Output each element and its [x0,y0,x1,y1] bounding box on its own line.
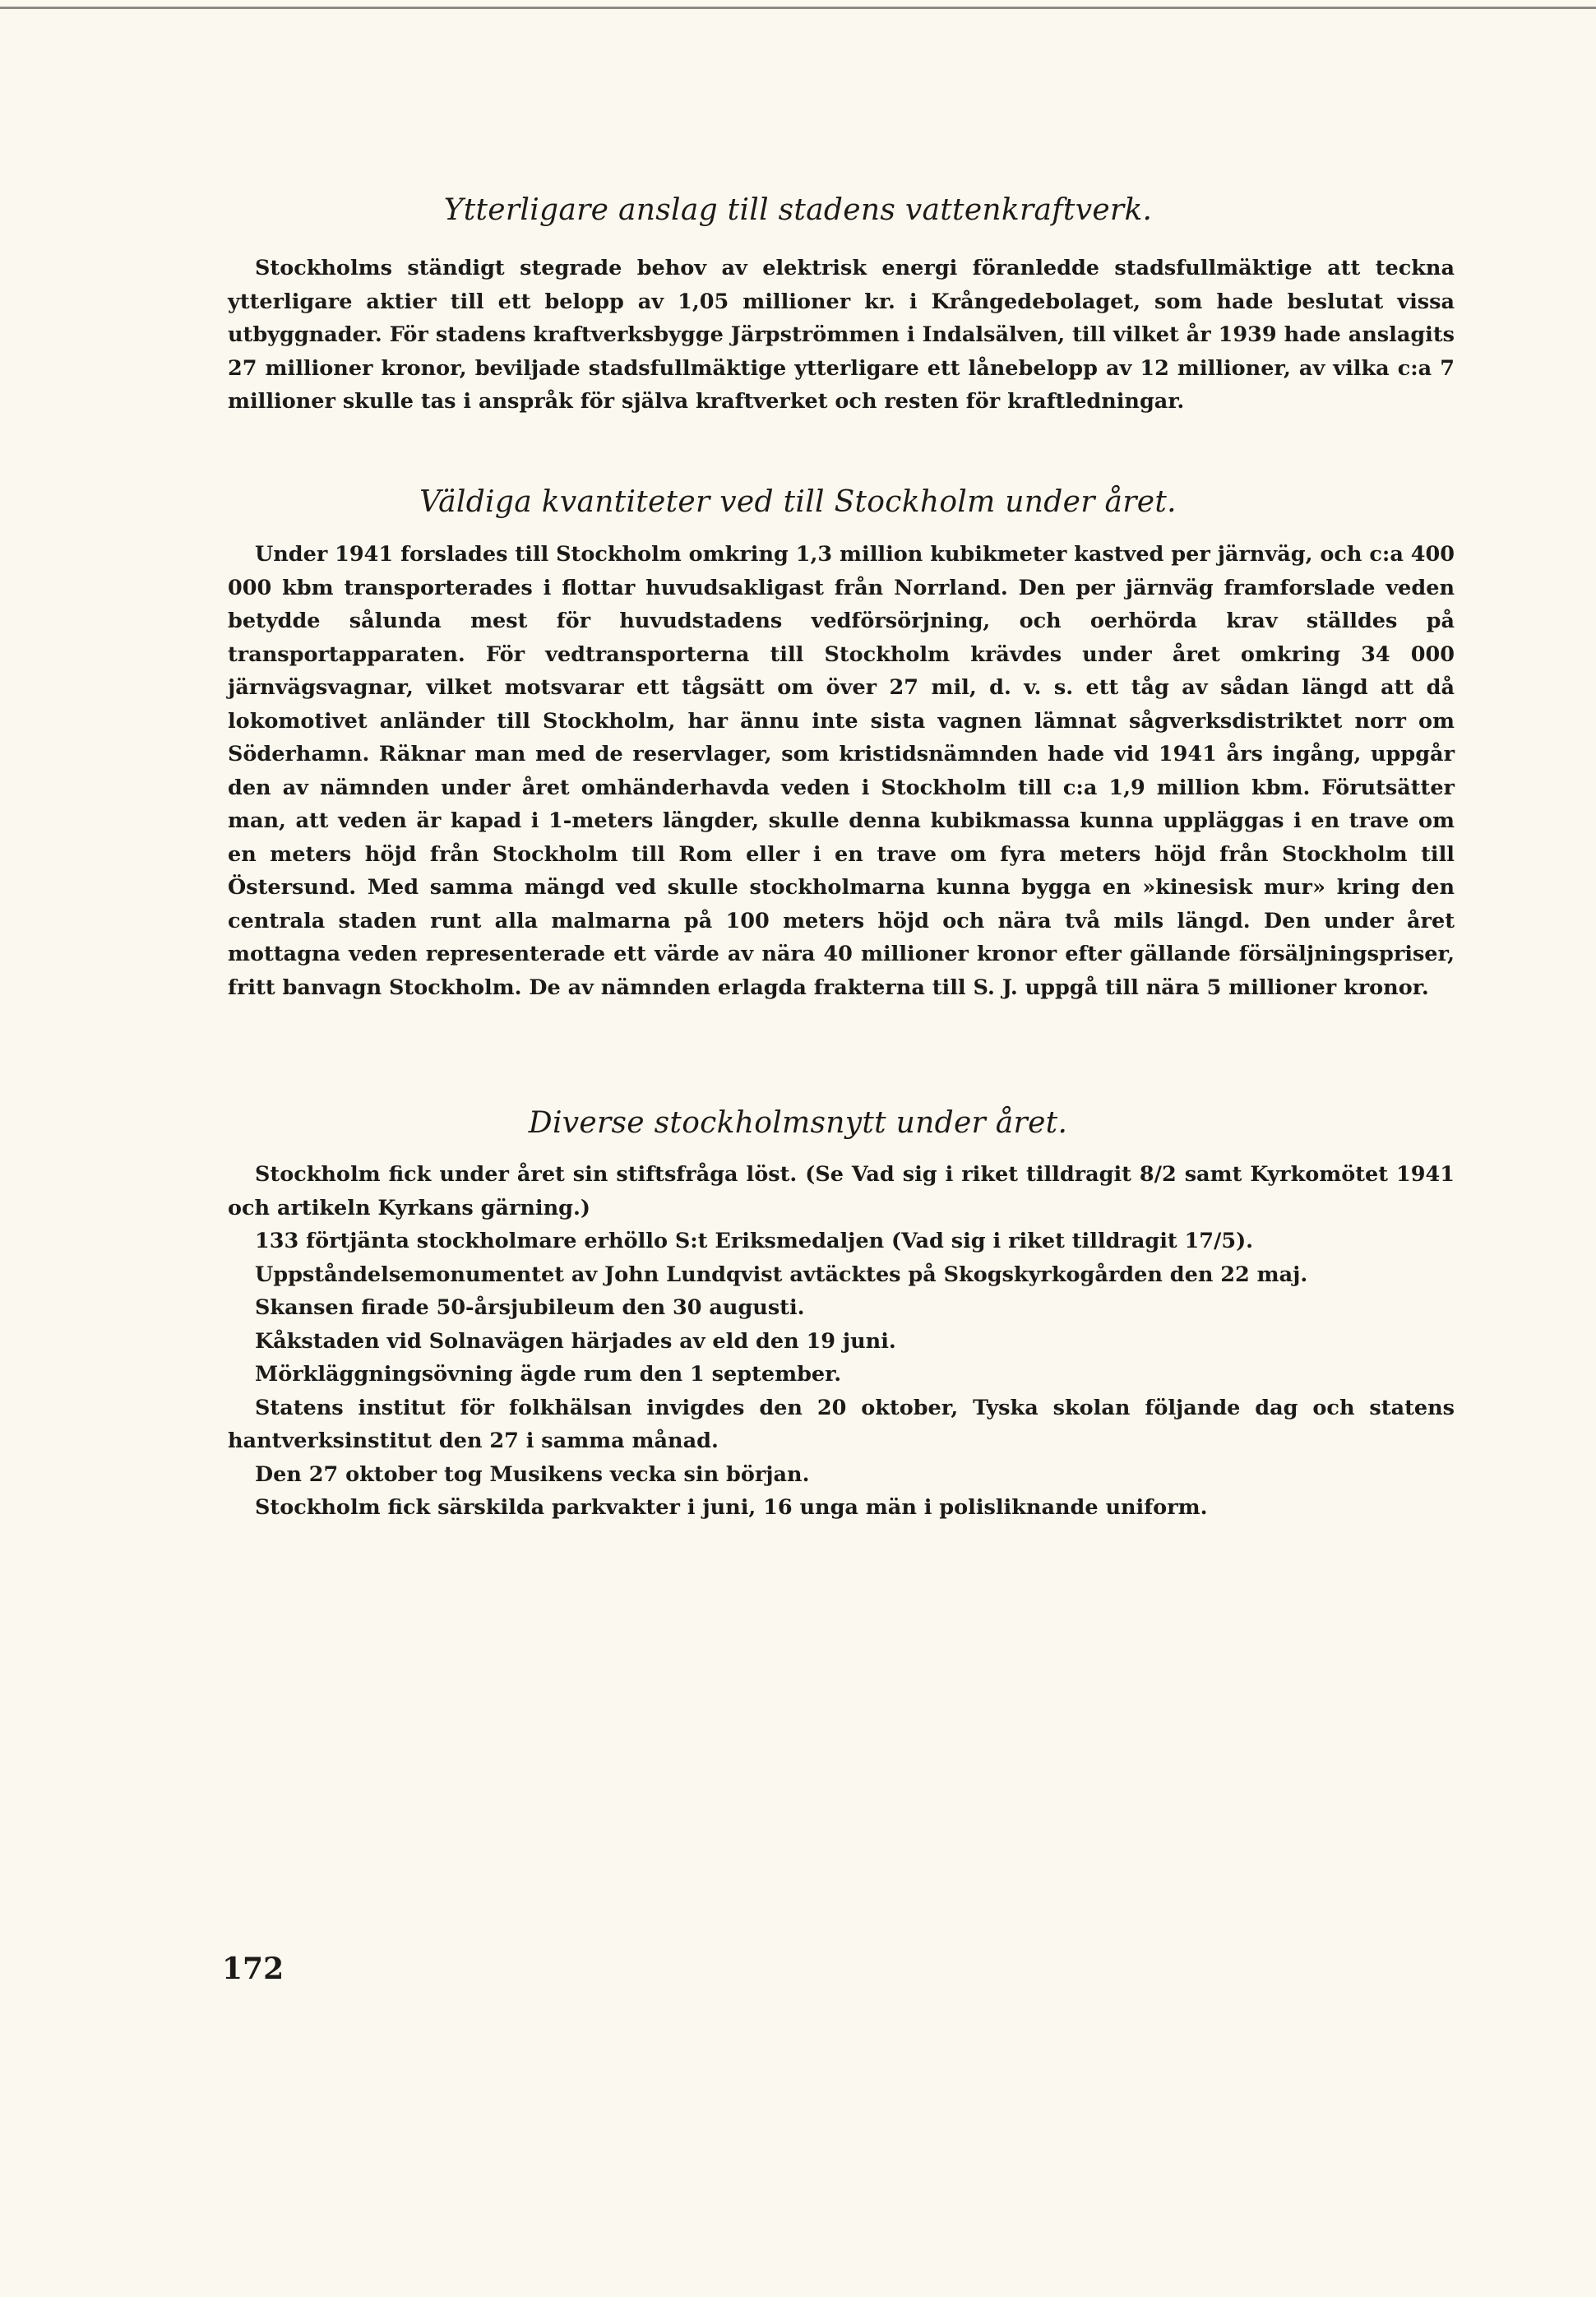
news-item: Stockholm fick särskilda parkvakter i juni, 16 unga män i polisliknande uniform. [255,1495,1208,1520]
section-body-hydropower [228,252,1455,419]
news-item: 133 förtjänta stockholmare erhöllo S:t Eriksmedaljen (Vad sig i riket tilldragit 17/5). [255,1229,1254,1253]
section-heading-firewood: Väldiga kvantiteter ved till Stockholm under året. [419,485,1177,519]
section-body-misc-news [228,1158,1455,1525]
news-item: Kåkstaden vid Solnavägen härjades av eld den 19 juni. [255,1328,896,1354]
news-item: Uppståndelsemonumentet av John Lundqvist avtäcktes på Skogskyrkogården den 22 maj. [255,1262,1308,1287]
news-item: Den 27 oktober tog Musikens vecka sin början. [255,1461,810,1487]
section-heading-hydropower: Ytterligare anslag till stadens vattenkraftverk. [443,193,1153,227]
news-item: Mörkläggningsövning ägde rum den 1 september. [255,1362,842,1387]
news-item: Skansen firade 50-årsjubileum den 30 augusti. [255,1295,805,1320]
paragraph-hydropower: Stockholms ständigt stegrade behov av elektrisk energi föranledde stadsfullmäktige att teckna ytterligare aktier till ett belopp av 1,05 millioner kr. i Krångedebolaget, som hade beslutat vissa utbyggnader. För stadens kraftverksbygge Järpströmmen i Indalsälven, till vilket år 1939 hade anslagits 27 millioner kronor, beviljade stadsfullmäktige ytterligare ett lånebelopp av 12 millioner, av vilka c:a 7 millioner skulle tas i anspråk för själva kraftverket och resten för kraftledningar. [228,256,1455,414]
section-heading-misc-news: Diverse stockholmsnytt under året. [528,1106,1068,1140]
news-item: Statens institut för folkhälsan invigdes den 20 oktober, Tyska skolan följande dag och statens hantverksinstitut den 27 i samma månad. [228,1395,1455,1453]
page-number: 172 [222,1952,285,1986]
paragraph-firewood: Under 1941 forslades till Stockholm omkring 1,3 million kubikmeter kastved per järnväg, och c:a 400 000 kbm transporterades i flottar huvudsakligast från Norrland. Den per järnväg framforslade veden betydde sålunda mest för huvudstadens vedförsörjning, och oerhörda krav ställdes på transportapparaten. För vedtransporterna till Stockholm krävdes under året omkring 34 000 järnvägsvagnar, vilket motsvarar ett tågsätt om över 27 mil, d. v. s. ett tåg av sådan längd att då lokomotivet anländer till Stockholm, har ännu inte sista vagnen lämnat sågverksdistriktet norr om Söderhamn. Räknar man med de reservlager, som kristidsnämnden hade vid 1941 års ingång, uppgår den av nämnden under året omhänderhavda veden i Stockholm till c:a 1,9 million kbm. Förutsätter man, att veden är kapad i 1-meters längder, skulle denna kubikmassa kunna uppläggas i en trave om en meters höjd från Stockholm till Rom eller i en trave om fyra meters höjd från Stockholm till Östersund. Med samma mängd ved skulle stockholmarna kunna bygga en »kinesisk mur» kring den centrala staden runt alla malmarna på 100 meters höjd och nära två mils längd. Den under året mottagna veden representerade ett värde av nära 40 millioner kronor efter gällande försäljningspriser, fritt banvagn Stockholm. De av nämnden erlagda frakterna till S. J. uppgå till nära 5 millioner kronor. [228,542,1455,1000]
section-body-firewood [228,538,1455,1004]
news-item: Stockholm fick under året sin stiftsfråga löst. (Se Vad sig i riket tilldragit 8/2 samt Kyrkomötet 1941 och artikeln Kyrkans gärning.) [228,1162,1455,1220]
